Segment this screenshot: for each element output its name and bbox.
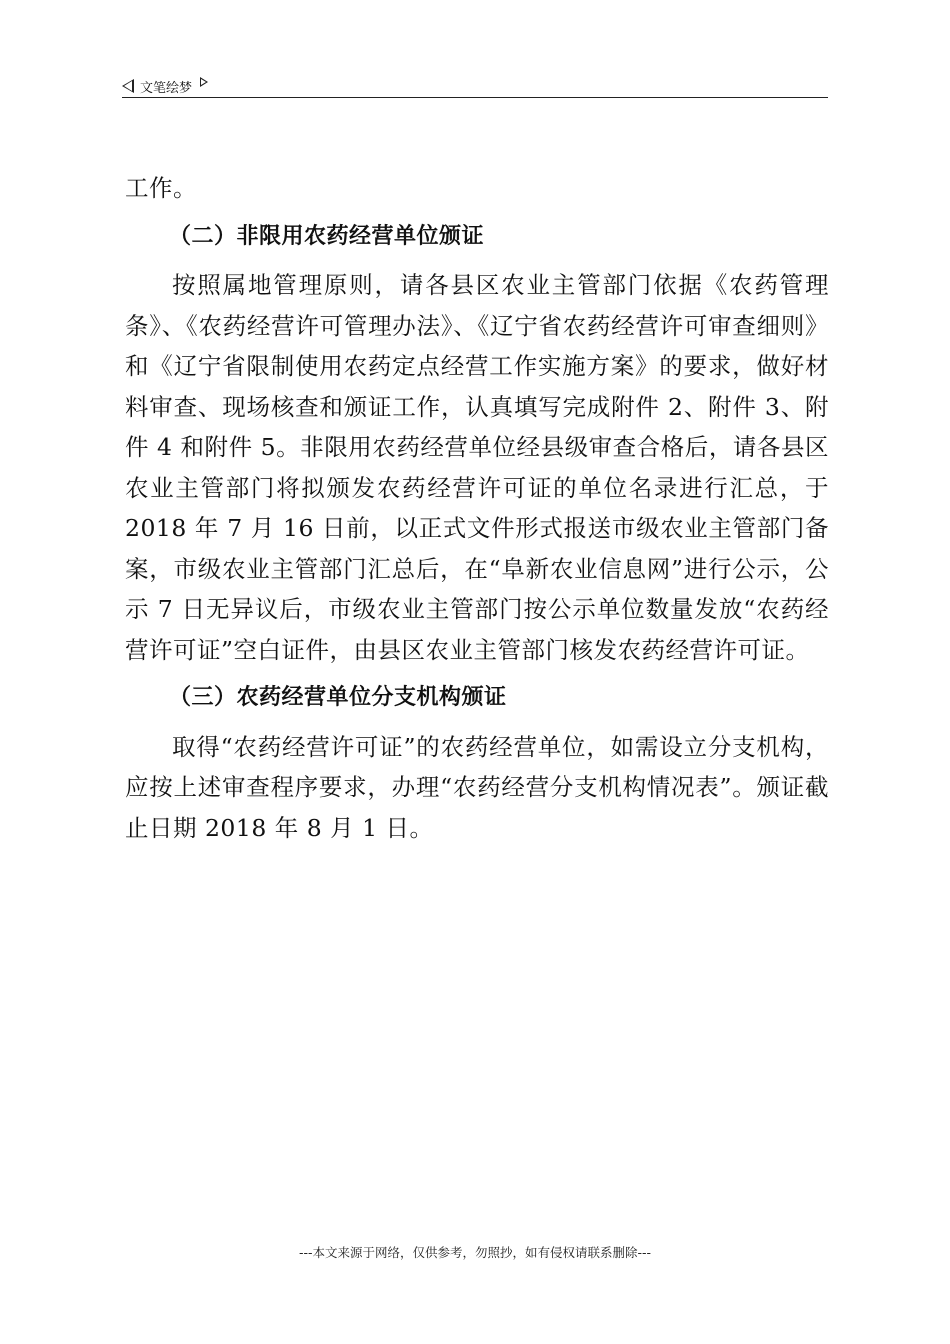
document-body — [125, 168, 829, 848]
section-paragraph-2: 按照属地管理原则，请各县区农业主管部门依据《农药管理条》、《农药经营许可管理办法》、《辽宁省农药经营许可审查细则》和《辽宁省限制使用农药定点经营工作实施方案》的要求，做好材料审查、现场核查和颁证工作，认真填写完成附件 2、附件 3、附件 4 和附件 5。非限用农药经营单位经县级审查合格后，请各县区农业主管部门将拟颁发农药经营许可证的单位名录进行汇总，于 2018 年 7 月 16 日前，以正式文件形式报送市级农业主管部门备案，市级农业主管部门汇总后，在“阜新农业信息网”进行公示，公示 7 日无异议后，市级农业主管部门按公示单位数量发放“农药经营许可证”空白证件，由县区农业主管部门核发农药经营许可证。 — [125, 271, 829, 664]
section-paragraph-3: 取得“农药经营许可证”的农药经营单位，如需设立分支机构，应按上述审查程序要求，办理“农药经营分支机构情况表”。颁证截止日期 2018 年 8 月 1 日。 — [125, 732, 829, 842]
triangle-left-icon — [122, 79, 134, 93]
section-heading-2: （二）非限用农药经营单位颁证 — [169, 223, 485, 249]
section-heading-3: （三）农药经营单位分支机构颁证 — [169, 685, 507, 710]
header-divider — [122, 97, 828, 98]
footer-notice: ---本文来源于网络，仅供参考，勿照抄，如有侵权请联系删除--- — [298, 1245, 652, 1260]
carry-over-line: 工作。 — [125, 174, 197, 202]
page-header — [122, 74, 828, 98]
triangle-right-icon — [200, 77, 208, 87]
header-title: 文笔绘梦 — [140, 80, 193, 96]
